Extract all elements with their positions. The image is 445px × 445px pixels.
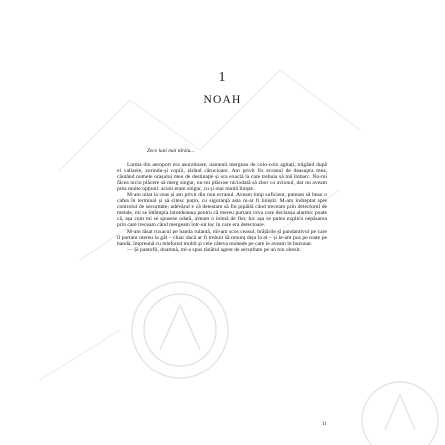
chapter-epigraph: Zece luni mai târziu... [147, 148, 195, 154]
paragraph: — Și pantofii, doamnă, mi-a spus tânărul agent de securitate pe un ton obosit. [127, 246, 301, 253]
paragraph: M-am uitat la ceas și am privit din nou ecranul. Aveam timp suficient, puteam să beau o cafea în terminal și să citesc puțin, cu siguranță asta m-ar fi liniștit. M-am îndreptat spre controlul de securitate; adevărul e că detestam să fiu pipăită când treceam prin detectorul de metale, mi se întâmpla întotdeauna pentru că mereu purtam ceva care declanșa alarma: poate că, așa cum mi se spusese odată, aveam o inimă de fier, ha: așa se putea explica nepăsarea prin care treceam când mergeam într-un loc în care era detectoare. [117, 192, 327, 229]
paragraph: Larma din aeroport era asurzitoare, oamenii mergeau de colo-colo agitați, trăgând după ei valizele, zorindu-și copiii, târând cărucioare. Am privit fix ecranul de deasupra mea, căutând numele orașului meu de destinație și ora exactă la care trebuia să mă îmbarc. Nu-mi făcea nicio plăcere să merg singur, nu-mi plăcuse niciodată să zbor cu avionul, dar nu aveam prea multe opțiuni: acum eram singur, cu și mai multă liniște. [117, 162, 327, 193]
paragraph: M-am lăsat ruxacul pe banda rulantă, mi-am scos ceasul, brățările și pandantivul pe care îl purtam mereu la gât – chiar dacă ar fi trebuit să renunț deja la el – și le-am pus pe toate pe bandă, împreună cu telefonul mobil și cele câteva monede pe care le aveam în buzunar. [117, 228, 327, 247]
chapter-number: 1 [218, 70, 227, 85]
chapter-title: NOAH [203, 94, 242, 106]
page-number: 11 [322, 422, 327, 427]
chapter-body [117, 162, 327, 253]
